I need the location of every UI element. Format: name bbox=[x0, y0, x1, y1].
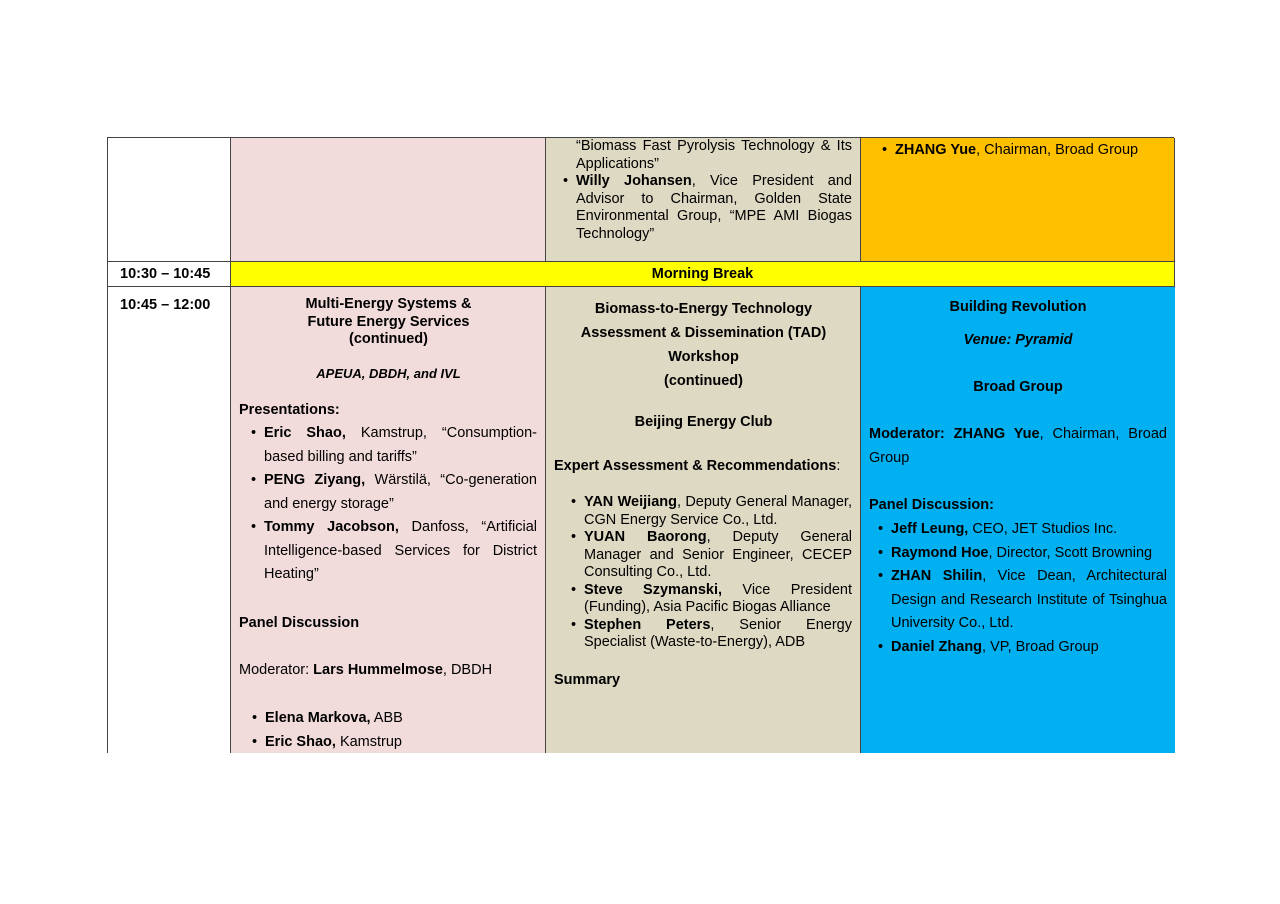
morning-break-label: Morning Break bbox=[651, 266, 754, 282]
expert-item: • Steve Szymanski, Vice President (Funding), Asia Pacific Biogas Alliance bbox=[584, 582, 852, 617]
session-title-line2: Assessment & Dissemination (TAD) bbox=[580, 325, 827, 341]
panelist-item: • Elena Markova, ABB bbox=[265, 707, 535, 731]
presentation-item: • Eric Shao, Kamstrup, “Consumption-based billing and tariffs” bbox=[264, 422, 537, 469]
row1-col2-cell bbox=[546, 138, 861, 262]
session-organizers: APEUA, DBDH, and IVL bbox=[316, 366, 461, 381]
building-revolution-cell bbox=[861, 287, 1175, 753]
panelist-item: • Jeff Leung, CEO, JET Studios Inc. bbox=[891, 518, 1167, 542]
session-organizer: Broad Group bbox=[973, 379, 1063, 395]
panel-discussion-label: Panel Discussion bbox=[239, 615, 360, 631]
panel-discussion-label: Panel Discussion: bbox=[869, 497, 994, 513]
moderator-line: Moderator: ZHANG Yue, Chairman, Broad Group bbox=[869, 426, 1167, 466]
session-title-line3: Workshop bbox=[668, 349, 739, 365]
pyrolysis-title: “Biomass Fast Pyrolysis Technology & Its Applications” bbox=[576, 138, 852, 172]
row1-col1-cell bbox=[231, 138, 546, 262]
row1-time-cell bbox=[108, 138, 231, 262]
moderator-line: Moderator: Lars Hummelmose, DBDH bbox=[239, 662, 493, 678]
multi-energy-session-cell bbox=[231, 287, 546, 753]
session-title-line1: Biomass-to-Energy Technology bbox=[594, 301, 813, 317]
panelist-item: • ZHAN Shilin, Vice Dean, Architectural Design and Research Institute of Tsinghua University Co., Ltd. bbox=[891, 565, 1167, 636]
session-title-line4: (continued) bbox=[664, 373, 743, 389]
expert-item: • Stephen Peters, Senior Energy Specialist (Waste-to-Energy), ADB bbox=[584, 617, 852, 652]
expert-item: • YAN Weijiang, Deputy General Manager, CGN Energy Service Co., Ltd. bbox=[584, 494, 852, 529]
session-title-line2: Future Energy Services bbox=[307, 313, 470, 330]
panelist-item: • Daniel Zhang, VP, Broad Group bbox=[891, 636, 1167, 660]
session-title-line1: Multi-Energy Systems & bbox=[305, 296, 472, 312]
list-item: • Willy Johansen, Vice President and Advisor to Chairman, Golden State Environmental Group, “MPE AMI Biogas Technology” bbox=[576, 173, 852, 243]
expert-item: • YUAN Baorong, Deputy General Manager and Senior Engineer, CECEP Consulting Co., Ltd. bbox=[584, 529, 852, 582]
break-time-cell bbox=[108, 262, 231, 287]
session-title: Building Revolution bbox=[949, 299, 1087, 315]
list-item: • ZHANG Yue, Chairman, Broad Group bbox=[895, 142, 1165, 160]
summary-label: Summary bbox=[554, 672, 621, 688]
row3-time-cell bbox=[108, 287, 231, 753]
session-organizer: Beijing Energy Club bbox=[634, 414, 773, 430]
session-title-line3: (continued) bbox=[349, 331, 428, 347]
row1-col3-cell bbox=[861, 138, 1175, 262]
agenda-table bbox=[107, 137, 1174, 753]
biomass-session-cell bbox=[546, 287, 861, 753]
presentation-item: • PENG Ziyang, Wärstilä, “Co-generation and energy storage” bbox=[264, 469, 537, 516]
presentations-label: Presentations: bbox=[239, 402, 340, 418]
panelist-item: • Eric Shao, Kamstrup bbox=[265, 731, 535, 754]
break-cell bbox=[231, 262, 1175, 287]
expert-label: Expert Assessment & Recommendations: bbox=[554, 458, 841, 474]
session-time: 10:45 – 12:00 bbox=[120, 297, 211, 313]
break-time: 10:30 – 10:45 bbox=[120, 266, 211, 282]
presentation-item: • Tommy Jacobson, Danfoss, “Artificial Intelligence-based Services for District Heating” bbox=[264, 516, 537, 587]
session-venue: Venue: Pyramid bbox=[963, 332, 1073, 348]
panelist-item: • Raymond Hoe, Director, Scott Browning bbox=[891, 542, 1167, 566]
